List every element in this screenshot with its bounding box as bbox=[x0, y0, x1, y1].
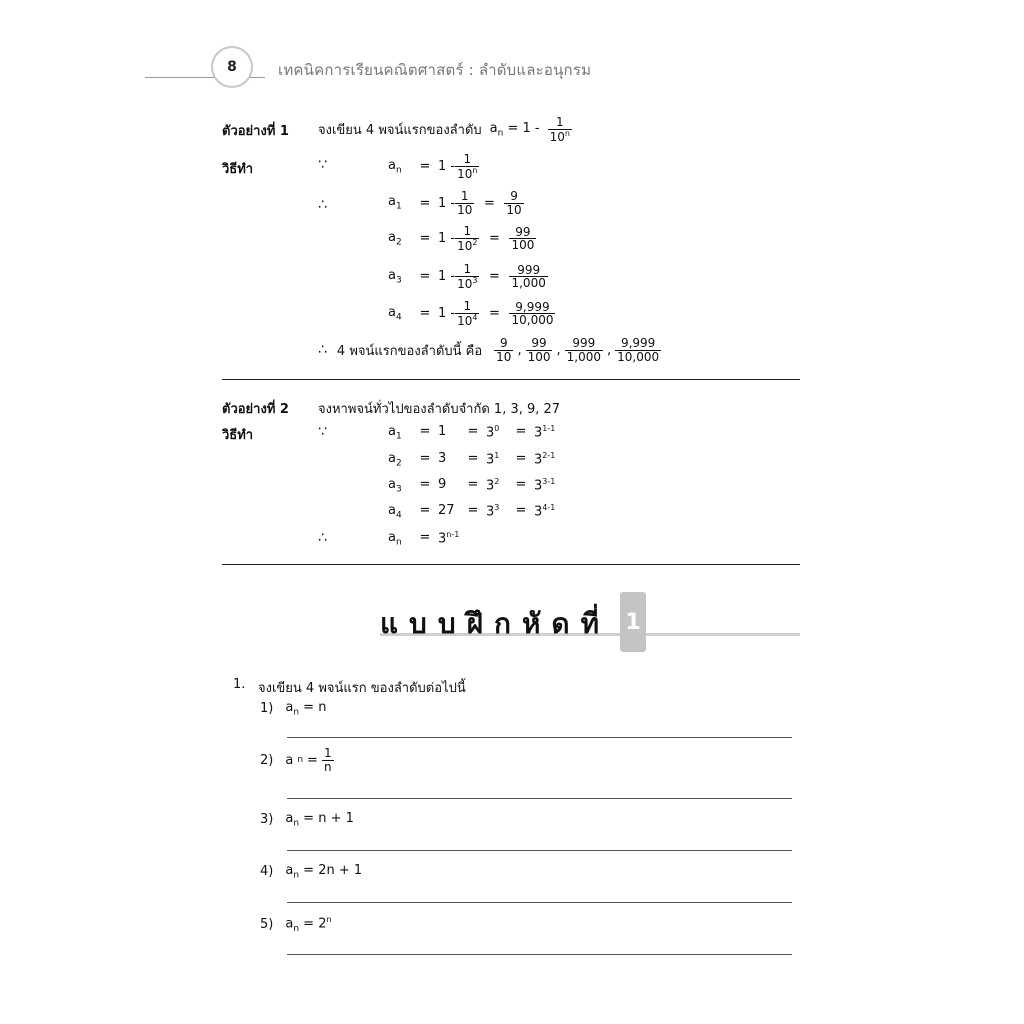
example2-solution-label: วิธีทำ bbox=[222, 428, 254, 443]
example1-formula: $a_n = 1$ - bbox=[489, 120, 540, 139]
answer-line-1[interactable] bbox=[287, 737, 792, 738]
example1-solution-label: วิธีทำ bbox=[222, 162, 254, 177]
because-symbol-2: ∵ bbox=[318, 424, 327, 440]
example1-row-a4: $a_4$ = 1 - $\frac{1}{10^4}$ = $\frac{9,999}{10,000}$ bbox=[388, 299, 554, 328]
example2-label: ตัวอย่างที่ 2 bbox=[222, 402, 289, 417]
example2-result: $a_n$ = 3$^{n-1}$ bbox=[388, 530, 460, 548]
exercise-item-3: 3) $a_n = n + 1$ bbox=[260, 811, 354, 829]
example1-row-a1: $a_1$ = 1 - $\frac{1}{10}$ = $\frac{9}{10}$ bbox=[388, 189, 522, 217]
example2-row-3: $a_3$ = 9 = $3^2$ = 3$^{3-1}$ bbox=[388, 477, 556, 495]
exercise-banner-number-box bbox=[620, 592, 646, 652]
question-number: 1. bbox=[233, 677, 246, 692]
page-number: 8 bbox=[227, 59, 237, 75]
example1-given: $a_n$ = 1 - $\frac{1}{10^n}$ bbox=[388, 152, 478, 181]
exercise-item-5: 5) $a_n = 2^n$ bbox=[260, 915, 332, 934]
answer-line-5[interactable] bbox=[287, 954, 792, 955]
therefore-symbol: ∴ bbox=[318, 197, 327, 213]
example2-row-1: $a_1$ = 1 = $3^0$ = 3$^{1-1}$ bbox=[388, 424, 556, 442]
exercise-banner-number: 1 bbox=[625, 609, 641, 635]
example1-formula-fraction: $\frac{1}{10^n}$ bbox=[549, 115, 570, 144]
example1-conclusion: ∴ 4 พจน์แรกของลำดับนี้ คือ $\frac{9}{10}$ , $\frac{99}{100}$ , $\frac{999}{1,000}$ , $\frac{9,999}{10,000}$ bbox=[318, 336, 660, 364]
exercise-item-1: 1) $a_n = n$ bbox=[260, 700, 327, 718]
therefore-symbol-2: ∴ bbox=[318, 530, 327, 546]
question-text: จงเขียน 4 พจน์แรก ของลำดับต่อไปนี้ bbox=[258, 681, 466, 696]
exercise-item-2: 2) a n = $\frac{1}{n}$ bbox=[260, 746, 332, 774]
example1-row-a3: $a_3$ = 1 - $\frac{1}{10^3}$ = $\frac{999}{1,000}$ bbox=[388, 262, 546, 291]
example1-row-a2: $a_2$ = 1 - $\frac{1}{10^2}$ = $\frac{99}{100}$ bbox=[388, 224, 535, 253]
running-title: เทคนิคการเรียนคณิตศาสตร์ : ลำดับและอนุกรม bbox=[278, 61, 592, 79]
section-divider bbox=[222, 379, 800, 380]
page-number-badge bbox=[211, 46, 253, 88]
example1-label: ตัวอย่างที่ 1 bbox=[222, 124, 289, 139]
exercise-banner-title: แบบฝึกหัดที่ bbox=[380, 607, 611, 640]
answer-line-4[interactable] bbox=[287, 902, 792, 903]
example2-row-4: $a_4$ = 27 = $3^3$ = 3$^{4-1}$ bbox=[388, 503, 556, 521]
example1-question bbox=[318, 116, 572, 143]
answer-line-2[interactable] bbox=[287, 798, 792, 799]
because-symbol: ∵ bbox=[318, 157, 327, 173]
example1-question-text: จงเขียน 4 พจน์แรกของลำดับ bbox=[318, 123, 482, 139]
example2-row-2: $a_2$ = 3 = $3^1$ = 3$^{2-1}$ bbox=[388, 451, 556, 469]
exercise-item-4: 4) $a_n = 2n + 1$ bbox=[260, 863, 363, 881]
answer-line-3[interactable] bbox=[287, 850, 792, 851]
example2-question: จงหาพจน์ทั่วไปของลำดับจำกัด 1, 3, 9, 27 bbox=[318, 402, 561, 417]
section-divider-2 bbox=[222, 564, 800, 565]
